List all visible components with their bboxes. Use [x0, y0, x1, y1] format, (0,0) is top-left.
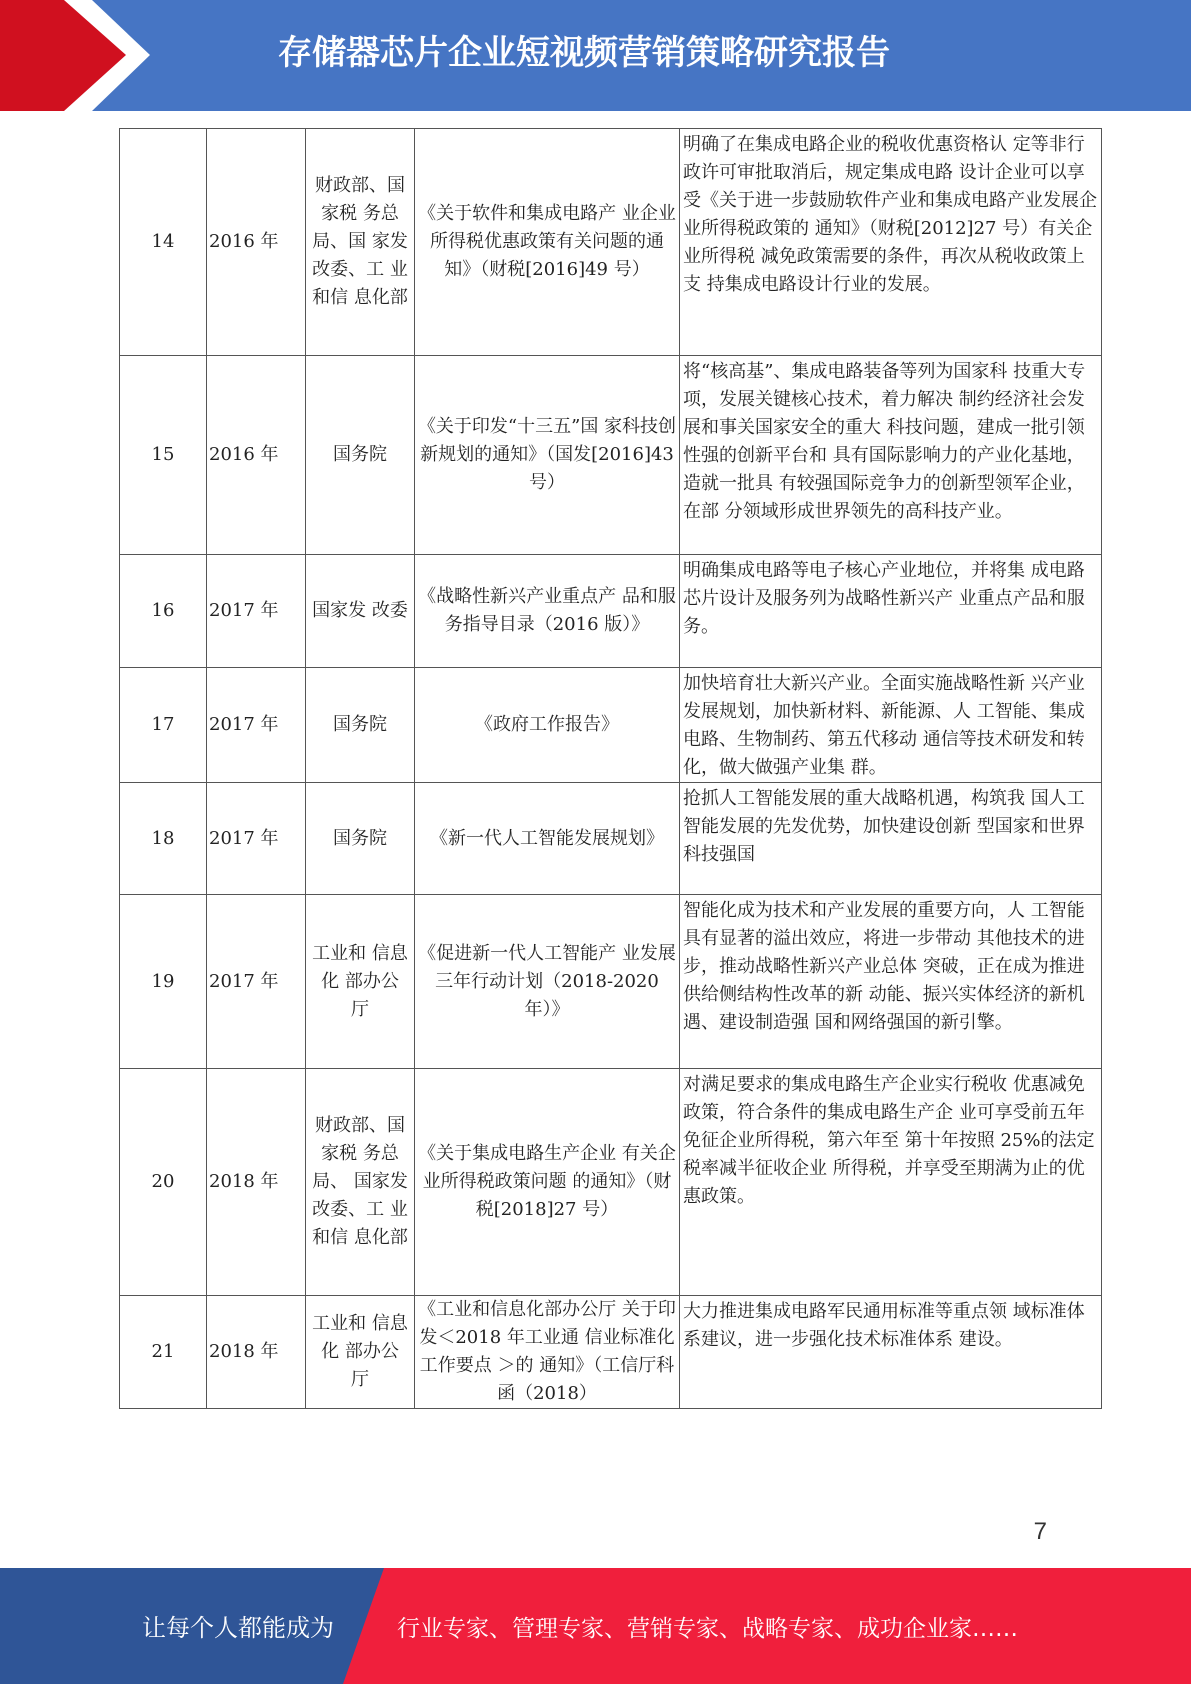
row-number: 20 [120, 1069, 207, 1296]
row-department: 财政部、国家税 务总局、国 家发 改委、工 业和信 息化部 [306, 129, 415, 356]
row-policy-title: 《关于集成电路生产企业 有关企业所得税政策问题 的通知》（财税[2018]27 号） [415, 1069, 680, 1296]
row-year: 2017 年 [207, 783, 306, 895]
row-policy-title: 《新一代人工智能发展规划》 [415, 783, 680, 895]
row-year: 2017 年 [207, 555, 306, 668]
row-department: 国务院 [306, 356, 415, 555]
row-year: 2016 年 [207, 129, 306, 356]
row-policy-title: 《工业和信息化部办公厅 关于印发＜2018 年工业通 信业标准化工作要点 ＞的 通知》（工信厅科函（2018） [415, 1296, 680, 1409]
row-year: 2018 年 [207, 1069, 306, 1296]
row-year: 2016 年 [207, 356, 306, 555]
row-policy-title: 《战略性新兴产业重点产 品和服务指导目录（2016 版）》 [415, 555, 680, 668]
row-content: 智能化成为技术和产业发展的重要方向，人 工智能具有显著的溢出效应，将进一步带动 其他技术的进步，推动战略性新兴产业总体 突破，正在成为推进供给侧结构性改革的新 动能、振兴实体经济的新机遇、建设制造强 国和网络强国的新引擎。 [680, 895, 1102, 1069]
row-content: 大力推进集成电路军民通用标准等重点领 域标准体系建议，进一步强化技术标准体系 建设。 [680, 1296, 1102, 1409]
row-department: 国家发 改委 [306, 555, 415, 668]
row-policy-title: 《政府工作报告》 [415, 668, 680, 783]
report-title: 存储器芯片企业短视频营销策略研究报告 [278, 33, 890, 73]
row-year: 2017 年 [207, 895, 306, 1069]
page-header [0, 0, 1191, 111]
table-row [120, 555, 1102, 668]
row-content: 对满足要求的集成电路生产企业实行税收 优惠减免政策，符合条件的集成电路生产企 业可享受前五年免征企业所得税，第六年至 第十年按照 25%的法定税率减半征收企业 所得税，并享受至期满为止的优惠政策。 [680, 1069, 1102, 1296]
row-department: 工业和 信息化 部办公 厅 [306, 1296, 415, 1409]
row-number: 17 [120, 668, 207, 783]
row-content: 抢抓人工智能发展的重大战略机遇，构筑我 国人工智能发展的先发优势，加快建设创新 型国家和世界科技强国 [680, 783, 1102, 895]
row-number: 14 [120, 129, 207, 356]
footer-slogan-left: 让每个人都能成为 [142, 1614, 334, 1642]
row-number: 16 [120, 555, 207, 668]
row-policy-title: 《促进新一代人工智能产 业发展三年行动计划（2018-2020 年）》 [415, 895, 680, 1069]
row-department: 国务院 [306, 668, 415, 783]
row-content: 明确了在集成电路企业的税收优惠资格认 定等非行政许可审批取消后，规定集成电路 设计企业可以享受《关于进一步鼓励软件产业和集成电路产业发展企业所得税政策的 通知》（财税[2012]27 号）有关企业所得税 减免政策需要的条件，再次从税收政策上支 持集成电路设计行业的发展。 [680, 129, 1102, 356]
table-row [120, 1296, 1102, 1409]
row-number: 21 [120, 1296, 207, 1409]
row-content: 加快培育壮大新兴产业。全面实施战略性新 兴产业发展规划，加快新材料、新能源、人 工智能、集成电路、生物制药、第五代移动 通信等技术研发和转化，做大做强产业集 群。 [680, 668, 1102, 783]
row-policy-title: 《关于印发“十三五”国 家科技创新规划的通知》（国发[2016]43 号） [415, 356, 680, 555]
row-number: 15 [120, 356, 207, 555]
policy-table [119, 128, 1102, 1409]
table-row [120, 129, 1102, 356]
row-department: 国务院 [306, 783, 415, 895]
table-row [120, 783, 1102, 895]
row-year: 2017 年 [207, 668, 306, 783]
row-year: 2018 年 [207, 1296, 306, 1409]
row-number: 19 [120, 895, 207, 1069]
row-department: 财政部、国家税 务总局、 国家发 改委、工 业和信 息化部 [306, 1069, 415, 1296]
table-row [120, 1069, 1102, 1296]
row-content: 将“核高基”、集成电路装备等列为国家科 技重大专项，发展关键核心技术，着力解决 制约经济社会发展和事关国家安全的重大 科技问题，建成一批引领性强的创新平台和 具有国际影响力的产业化基地，造就一批具 有较强国际竞争力的创新型领军企业，在部 分领域形成世界领先的高科技产业。 [680, 356, 1102, 555]
table-row [120, 356, 1102, 555]
footer-slogan-right: 行业专家、管理专家、营销专家、战略专家、成功企业家…… [397, 1616, 1018, 1642]
row-number: 18 [120, 783, 207, 895]
page-footer [0, 1568, 1191, 1684]
page-number: 7 [1033, 1518, 1047, 1545]
table-row [120, 668, 1102, 783]
row-content: 明确集成电路等电子核心产业地位，并将集 成电路芯片设计及服务列为战略性新兴产 业重点产品和服务。 [680, 555, 1102, 668]
table-row [120, 895, 1102, 1069]
row-department: 工业和 信息化 部办公 厅 [306, 895, 415, 1069]
row-policy-title: 《关于软件和集成电路产 业企业所得税优惠政策有关问题的通知》（财税[2016]49 号） [415, 129, 680, 356]
